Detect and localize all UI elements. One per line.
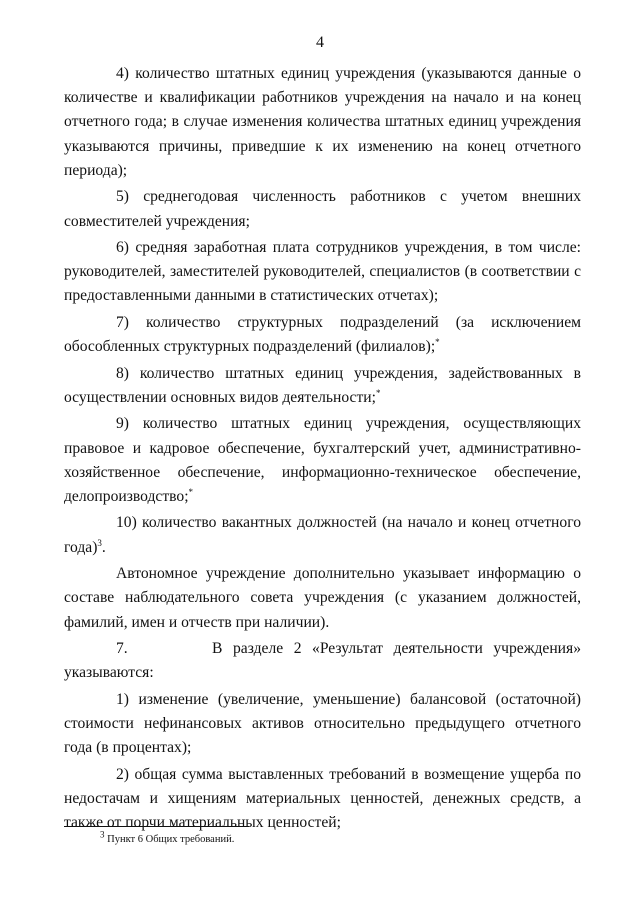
paragraph-item-5 [64, 185, 581, 233]
footnote [100, 829, 235, 846]
paragraph-text: 2) общая сумма выставленных требований в возмещение ущерба по недостачам и хищениям материальных ценностей, денежных средств, а также от порчи материальных ценностей; [64, 765, 581, 832]
paragraph-text: 6) средняя заработная плата сотрудников учреждения, в том числе: руководителей, заместителей руководителей, специалистов (в соответствии с предоставленными данными в статистических отчетах); [64, 239, 581, 305]
paragraph-section-7 [64, 637, 585, 685]
footnote-divider [64, 826, 249, 827]
paragraph-item-4 [64, 62, 581, 183]
paragraph-result-item-2 [64, 763, 581, 836]
paragraph-text: 7) количество структурных подразделений (за исключением обособленных структурных подразделений (филиалов); [64, 313, 581, 356]
paragraph-text: 1) изменение (увеличение, уменьшение) балансовой (остаточной) стоимости нефинансовых активов относительно предыдущего отчетного года (в процентах); [64, 690, 581, 757]
paragraph-item-6 [64, 236, 581, 309]
paragraph-autonomous [64, 562, 581, 635]
footnote-asterisk: * [375, 387, 381, 398]
paragraph-result-item-1 [64, 688, 581, 761]
paragraph-tail: . [101, 538, 106, 556]
paragraph-text: 4) количество штатных единиц учреждения (указываются данные о количестве и квалификации работников учреждения на начало и на конец отчетного года; в случае изменения количества штатных единиц учреждения указываются причины, приведшие к их изменению на конец отчетного периода); [64, 65, 581, 179]
paragraph-text: 8) количество штатных единиц учреждения, задействованных в осуществлении основных видов деятельности; [64, 364, 581, 406]
paragraph-text: 10) количество вакантных должностей (на начало и конец отчетного года) [64, 514, 581, 556]
footnote-mark: 3 [100, 829, 105, 840]
document-body [64, 62, 585, 838]
paragraph-text: 5) среднегодовая численность работников с учетом внешних совместителей учреждения; [64, 188, 581, 230]
paragraph-item-10 [64, 511, 581, 559]
footnote-asterisk: * [188, 486, 194, 497]
paragraph-item-9 [64, 412, 581, 509]
paragraph-text: Автономное учреждение дополнительно указывает информацию о составе наблюдательного совета учреждения (с указанием должностей, фамилий, имен и отчеств при наличии). [64, 565, 581, 631]
paragraph-text: 7. В разделе 2 «Результат деятельности учреждения» указываются: [64, 640, 585, 682]
footnote-reference: 3 [97, 537, 102, 548]
page-number: 4 [316, 34, 324, 51]
paragraph-item-8 [64, 362, 581, 410]
footnote-text: Пункт 6 Общих требований. [104, 834, 235, 845]
paragraph-item-7 [64, 311, 581, 359]
paragraph-text: 9) количество штатных единиц учреждения, осуществляющих правовое и кадровое обеспечение, бухгалтерский учет, административно-хозяйственное обеспечение, информационно-техническое обеспечение, делопроизводство; [64, 415, 581, 505]
footnote-asterisk: * [435, 336, 440, 347]
